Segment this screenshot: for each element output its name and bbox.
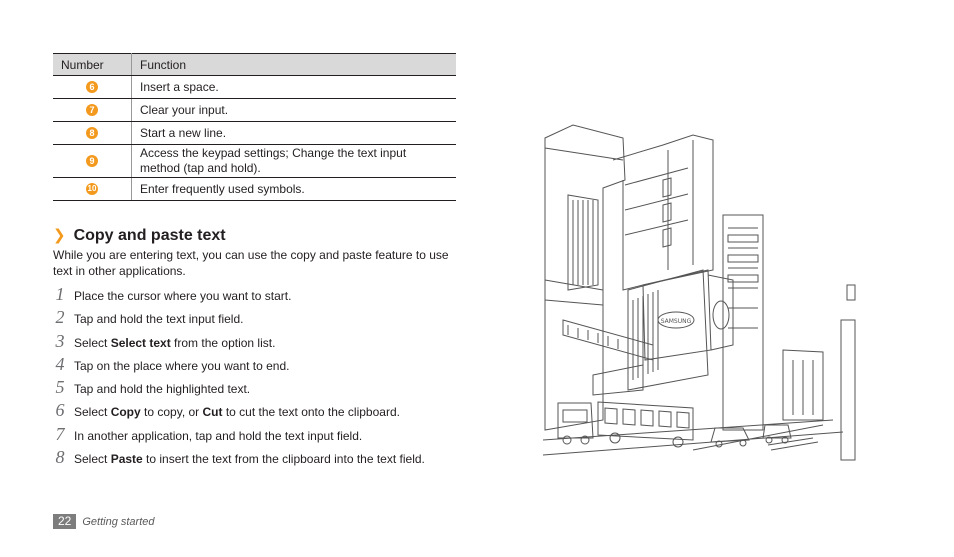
step-text: In another application, tap and hold the text input field.: [74, 428, 363, 443]
function-cell: Clear your input.: [132, 99, 457, 122]
step-item: [53, 447, 473, 473]
function-cell: Insert a space.: [132, 76, 457, 99]
section-title: [53, 226, 226, 245]
number-badge: 7: [86, 104, 98, 116]
table-row: [53, 122, 456, 145]
step-text: Tap and hold the highlighted text.: [74, 382, 251, 397]
step-item: [53, 284, 473, 310]
step-text: Select Paste to insert the text from the clipboard into the text field.: [74, 452, 425, 467]
header-number: Number: [53, 54, 132, 76]
number-badge: 8: [86, 127, 98, 139]
step-number: 8: [55, 447, 65, 468]
step-number: 5: [55, 377, 65, 398]
step-item: [53, 377, 473, 403]
page-footer: [53, 514, 155, 529]
number-badge: 6: [86, 81, 98, 93]
step-number: 6: [55, 400, 65, 421]
step-text: Tap and hold the text input field.: [74, 312, 244, 327]
step-number: 1: [55, 284, 65, 304]
table-row: [53, 178, 456, 201]
step-number: 4: [55, 353, 65, 374]
step-text: Select Select text from the option list.: [74, 335, 276, 350]
header-function: Function: [132, 54, 457, 76]
steps-list: [53, 284, 473, 473]
step-item: [53, 307, 473, 333]
step-number: 7: [55, 423, 65, 444]
table-row: [53, 76, 456, 99]
function-table: [53, 53, 456, 201]
number-badge: 10: [87, 184, 97, 194]
chevron-right-icon: ❯: [53, 227, 66, 244]
page-number: 22: [53, 514, 76, 529]
step-text: Tap on the place where you want to end.: [74, 358, 290, 373]
section-title-text: Copy and paste text: [73, 227, 226, 244]
step-text: Select Copy to copy, or Cut to cut the text onto the clipboard.: [74, 405, 400, 420]
step-item: [53, 330, 473, 357]
table-header-row: [53, 54, 456, 76]
function-cell: Access the keypad settings; Change the text input method (tap and hold).: [132, 145, 457, 178]
step-item: [53, 400, 473, 426]
intro-paragraph: While you are entering text, you can use the copy and paste feature to use text in other applications.: [53, 248, 449, 278]
table-row: [53, 99, 456, 122]
function-cell: Enter frequently used symbols.: [132, 178, 457, 201]
function-cell: Start a new line.: [132, 122, 457, 145]
number-badge: 9: [86, 155, 98, 167]
step-item: [53, 423, 473, 450]
step-number: 2: [55, 307, 65, 328]
step-number: 3: [55, 330, 65, 351]
billboard-text: SAMSUNG: [660, 318, 692, 325]
chapter-label: Getting started: [82, 516, 155, 528]
city-street-illustration: [543, 120, 857, 465]
step-text: Place the cursor where you want to start.: [74, 289, 292, 303]
table-row: [53, 145, 456, 178]
step-item: [53, 353, 473, 380]
